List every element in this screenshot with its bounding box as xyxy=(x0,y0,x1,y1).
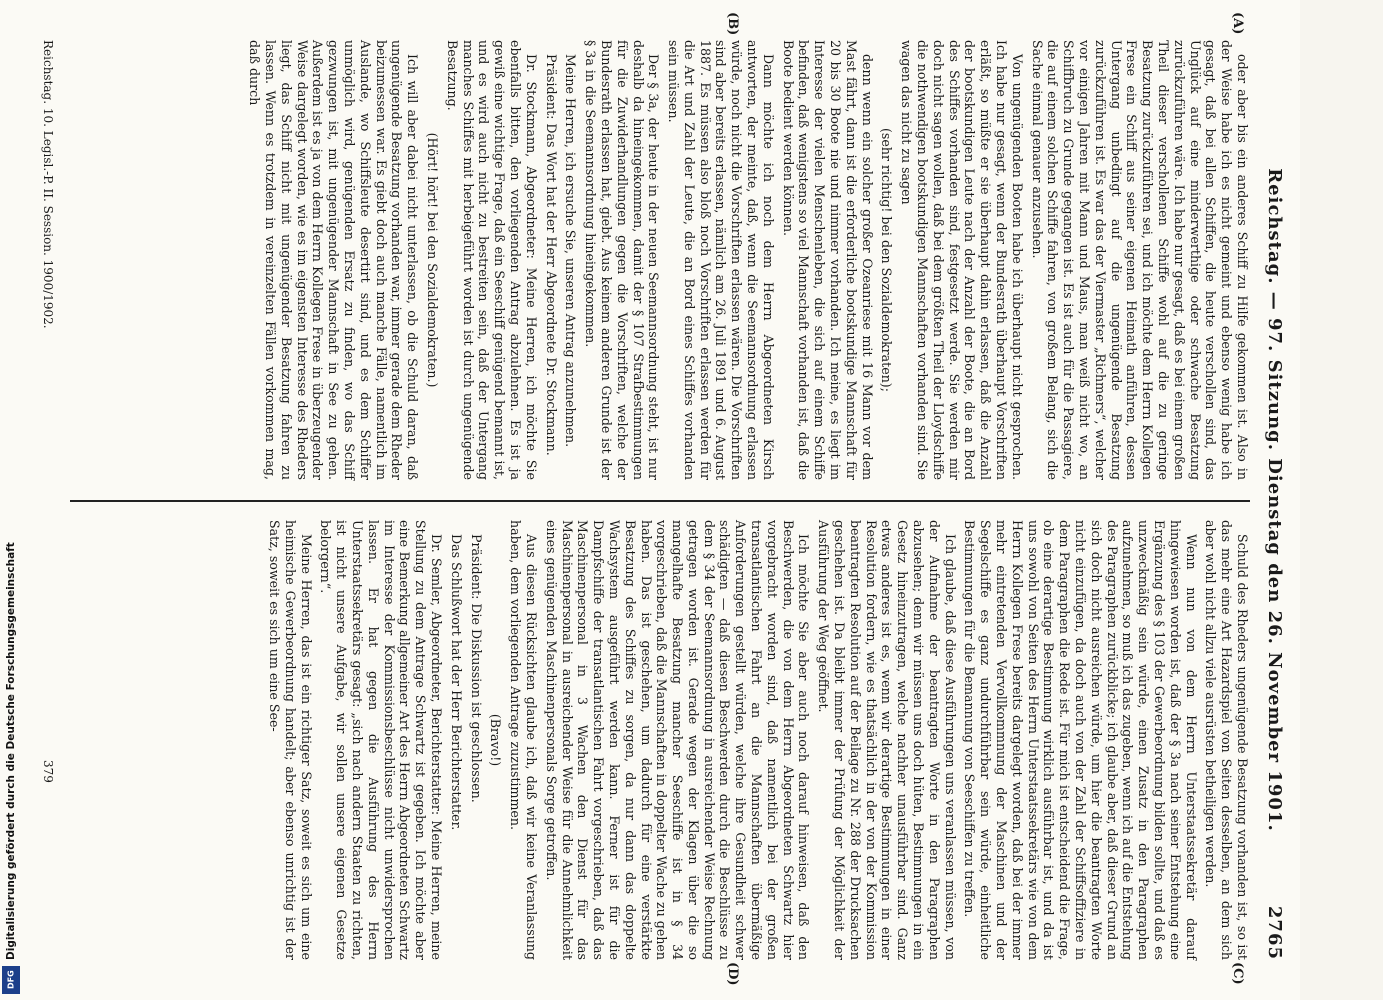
margin-mark-b: (B) xyxy=(725,12,740,36)
paragraph: oder aber bis ein anderes Schiff zu Hilfe gekommen ist. Also in der Weise habe ich es nicht gemeint und ebenso wenig habe ich gesagt, daß bei allen Schiffen, die heute verschollen sind, das Unglück auf eine minderwerthige oder schwache Besatzung zurückzuführen wäre. Ich habe nur gesagt, daß es bei einem großen Theil dieser verschollenen Schiffe wohl auf die zu geringe Besatzung zurückzuführen sei, und ich möchte dem Herrn Kollegen Frese ein Schiff aus seiner eigenen Heimath anführen, dessen Untergang unbedingt auf die ungenügende Besatzung zurückzuführen ist. Es war das der Viermaster „Richmers“, welcher vor einigen Jahren mit Mann und Maus, man weiß nicht wo, an Schiffbruch zu Grunde gegangen ist. Es ist auch für die Passagiere, die auf einem solchen Schiffe fahren, von großem Belang, sich die Sache einmal genauer anzusehen. xyxy=(1029,40,1250,480)
margin-mark-d: (D) xyxy=(725,962,740,986)
margin-mark-a: (A) xyxy=(1230,12,1245,35)
paragraph: Dr. Semler, Abgeordneter, Berichterstatter: Meine Herren, meine Stellung zu dem Antrage Schwartz ist gegeben. Ich möchte aber eine Bemerkung allgemeiner Art des Herrn Abgeordneten Schwartz im Interesse der Kommissionsbeschlüsse nicht unwidersprochen lassen. Er hat gegen die Ausführung des Herrn Unterstaatssekretärs gesagt: „sich nach andern Staaten zu richten, ist nicht unsere Aufgabe, wir sollen unsere eigenen Gesetze belorgern“. xyxy=(318,520,444,960)
paragraph: Ich glaube, daß diese Ausführungen uns veranlassen müssen, von der Aufnahme der beantragten Worte in den Paragraphen abzusehen; denn wir müssen uns doch hüten, Bestimmungen in ein Gesetz hineinzutragen, welche nachher unausführbar sind. Ganz etwas anderes ist es, wenn wir derartige Bestimmungen in einer Resolution fordern, wie es thatsächlich in der von der Kommission beantragten Resolution auf der Beilage zu Nr. 288 der Drucksachen geschehen ist. Da bleibt immer der Prüfung der Möglichkeit der Ausführung der Weg geöffnet. xyxy=(816,520,958,960)
funding-note: Digitalisierung gefördert durch die Deutsche Forschungsgemeinschaft xyxy=(5,542,17,960)
paragraph: denn wenn ein solcher großer Ozeanriese mit 16 Mann vor dem Mast fährt, dann ist die erforderliche bootskundige Mannschaft für 20 bis 30 Boote nie und nimmer vorhanden. Ich meine, es liegt im Interesse der vielen Menschenleben, die sich auf einem Schiffe befinden, daß wenigstens so viel Mannschaft vorhanden ist, daß die Boote bedient werden können. xyxy=(780,40,875,480)
paragraph: Meine Herren, ich ersuche Sie, unseren Antrag anzunehmen. xyxy=(563,54,579,448)
paragraph: Der § 3a, der heute in der neuen Seemannsordnung steht, ist nur deshalb da hineingekommen, damit der § 107 Strafbestimmungen für die Zuwiderhandlungen gegen die Vorschriften, welche der Bundesrath erlassen hat, giebt. Aus keinem anderen Grunde ist der § 3a in die Seemannsordnung hineingekommen. xyxy=(583,40,662,480)
paragraph: Dann möchte ich noch dem Herrn Abgeordneten Kirsch antworten, der meinte, daß, wenn die Seemannsordnung erlassen würde, noch nicht die Vorschriften erlassen wären. Die Vorschriften sind aber bereits erlassen, nämlich am 26. Juli 1891 und 6. August 1887. Es müssen also bloß noch Vorschriften erlassen werden für die Art und Zahl der Leute, die an Bord eines Schiffes vorhanden sein müssen. xyxy=(666,40,776,480)
page-title: Reichstag. — 97. Sitzung. Dienstag den 26. November 1901. xyxy=(1264,168,1286,832)
paragraph: Präsident: Das Wort hat der Herr Abgeordnete Dr. Stockmann. xyxy=(543,54,559,456)
right-column xyxy=(262,520,1250,960)
page-number: 2765 xyxy=(1264,905,1286,960)
paragraph: Schuld des Rheders ungenügende Besatzung vorhanden ist, so ist das mehr eine Art Hazardspiel von Seiten desselben, an dem sich aber wohl nicht allzu viele ausrüsten betheiligen werden. xyxy=(1203,520,1250,960)
paragraph: Aus diesen Rücksichten glaube ich, daß wir keine Veranlassung haben, dem vorliegenden Antrage zuzustimmen. xyxy=(508,520,539,960)
footer-number: 379 xyxy=(41,760,55,783)
margin-mark-c: (C) xyxy=(1230,962,1245,985)
paragraph: Meine Herren, das ist ein richtiger Satz, soweit es sich um eine heimische Gewerbeordnung handelt; aber ebenso unrichtig ist der Satz, soweit es sich um eine See- xyxy=(266,520,314,960)
interjection: (Hört! hört! bei den Sozialdemokraten.) xyxy=(424,132,440,388)
paragraph: Präsident: Die Diskussion ist geschlossen. xyxy=(468,534,484,803)
paragraph: Ich möchte Sie aber auch noch darauf hinweisen, daß den Beschwerden, die von dem Herrn Abgeordneten Schwartz hier vorgebracht worden sind, daß namentlich bei der großen transatlantischen Fahrt an die Mannschaften übermäßige Anforderungen gestellt würden, welche ihre Gesundheit schwer schädigten — daß diesen Beschwerden durch die Beschlüsse zu dem § 34 der Seemannsordnung in ausreichender Weise Rechnung getragen worden ist. Gerade wegen der Klagen über die so mangelhafte Besatzung mancher Seeschiffe ist in § 34 vorgeschrieben, daß die Mannschaften in doppelter Wache zu gehen haben. Das ist geschehen, um dadurch für eine verstärkte Besatzung des Schiffes zu sorgen, da nur dann das doppelte Wachsystem ausgeführt werden kann. Ferner ist für die Dampfschiffe der transatlantischen Fahrt vorgeschrieben, daß das Maschinenpersonal in 3 Wachen den Dienst für das Maschinenpersonal in ausreichender Weise für die Annehmlichkeit eines genügenden Maschinenpersonals Sorge getroffen. xyxy=(543,520,812,960)
interjection: (sehr richtig! bei den Sozialdemokraten); xyxy=(879,128,895,392)
column-divider xyxy=(70,500,1250,502)
paragraph: Von ungenügenden Booten habe ich überhaupt nicht gesprochen. Ich habe nur gesagt, wenn der Bundesrath überhaupt Vorschriften erläßt, so müßte er sie überhaupt dahin erlassen, daß die Anzahl der bootskundigen Leute nach der Anzahl der Boote, die an Bord des Schiffes vorhanden sind, festgesetzt werde. Sie werden mir doch nicht sagen wollen, daß bei dem größten Theil der Lloydschiffe die nothwendigen bootskundigen Mannschaften vorhanden sind. Sie wagen das nicht zu sagen xyxy=(899,40,1025,480)
interjection: (Bravo!) xyxy=(488,713,504,767)
dfg-logo: DFG xyxy=(2,966,20,994)
page-header xyxy=(1260,40,1290,960)
paragraph: Das Schlußwort hat der Herr Berichterstatter. xyxy=(448,534,464,831)
paragraph: Ich will aber dabei nicht unterlassen, ob die Schuld daran, daß ungenügende Besatzung vorhanden war, immer gerade dem Rheder beizumessen war. Es giebt doch auch manche Fälle, namentlich im Auslande, wo Schiffsleute desertirt sind, und es dem Schiffer unmöglich wird, genügenden Ersatz zu finden, wo das Schiff gezwungen ist, mit ungenügender Mannschaft in See zu gehen. Außerdem ist es ja von dem Herrn Kollegen Frese in überzeugender Weise dargelegt worden, wie es im eigensten Interesse des Rheders liegt, das Schiff nicht mit ungenügender Besatzung fahren zu lassen. Wenn es trotzdem in vereinzelten Fällen vorkommen mag, daß durch xyxy=(247,40,421,480)
paragraph: Wenn nun von dem Herrn Unterstaatssekretär darauf hingewiesen worden ist, daß der § 3a nach seiner Entstehung eine Ergänzung des § 103 der Gewerbeordnung bilden sollte, und daß es unzweckmäßig sein würde, einen Zusatz in den Paragraphen aufzunehmen, so muß ich das zugeben, wenn ich auf die Entstehung des Paragraphen zurückblicke; ich glaube aber, daß dieser Grund an sich doch nicht ausreichen würde, um hier die beantragten Worte nicht einzufügen, da doch auch von der Zahl der Schiffsoffiziere in dem Paragraphen die Rede ist. Für mich ist entscheidend die Frage, ob eine derartige Bestimmung wirklich ausführbar ist, und da ist uns sowohl von Seiten des Herrn Unterstaatssekretärs wie von dem Herrn Kollegen Frese bereits dargelegt worden, daß bei der immer mehr eintretenden Vervollkommnung der Maschinen und der Segelschiffe es ganz undurchführbar sein würde, einheitliche Bestimmungen für die Bemannung von Seeschiffen zu treffen. xyxy=(962,520,1199,960)
paragraph: Dr. Stockmann, Abgeordneter: Meine Herren, ich möchte Sie ebenfalls bitten, den vorliegenden Antrag abzulehnen. Es ist ja gewiß eine wichtige Frage, daß ein Seeschiff genügend bemannt ist, und es wird auch nicht zu bestreiten sein, daß der Untergang manches Schiffes mit herbeigeführt worden ist durch ungenügende Besatzung. xyxy=(444,40,539,480)
footer-source: Reichstag. 10. Legisl.-P. II. Session. 1900/1902. xyxy=(41,40,55,329)
left-column xyxy=(242,40,1250,480)
